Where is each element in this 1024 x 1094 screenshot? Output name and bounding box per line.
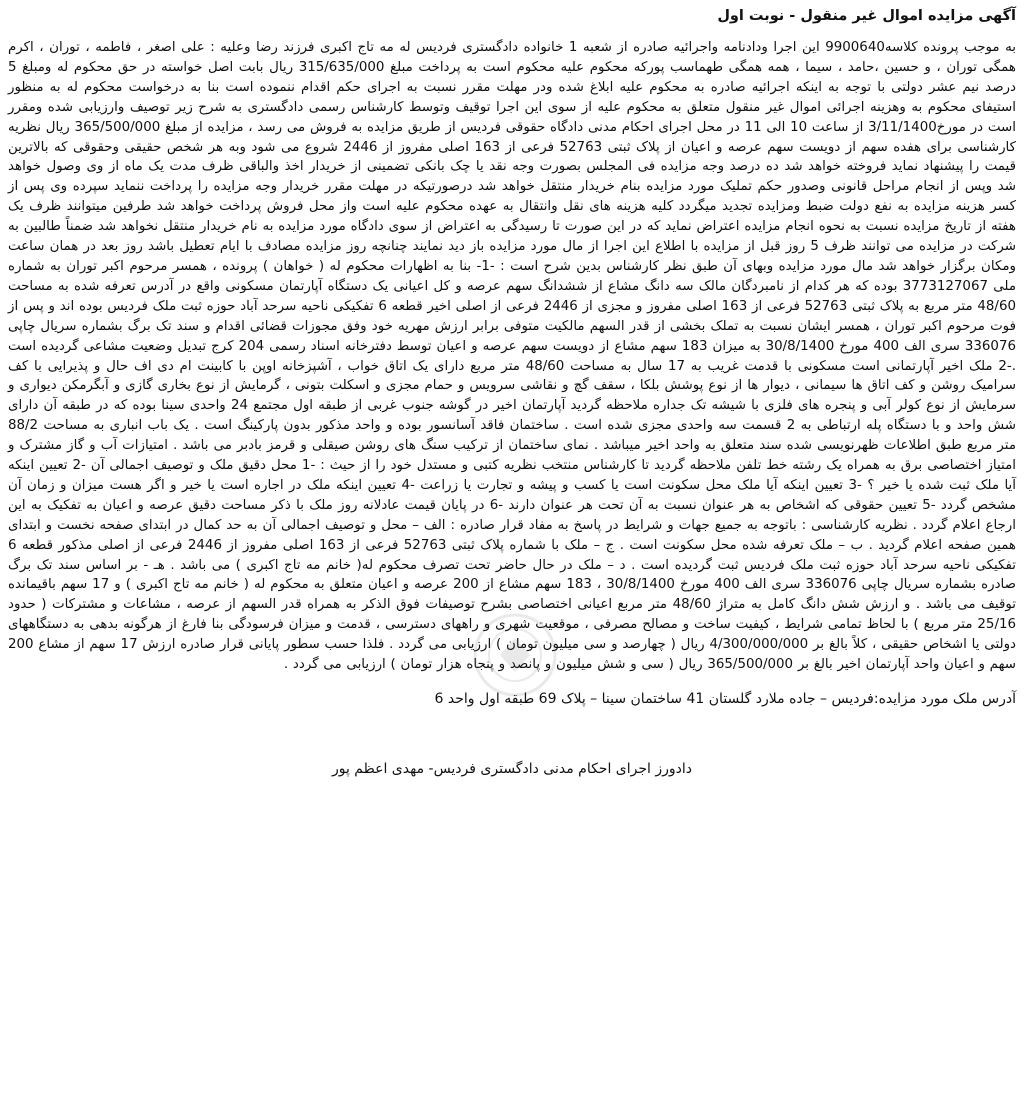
notice-body: به موجب پرونده کلاسه9900640 این اجرا ودادنامه واجرائیه صادره از شعبه 1 خانواده دادگستری فردیس له مه تاج اکبری فرزند رضا وعلیه : علی اصغر ، فاطمه ، توران ، اکرم همگی توران ، و حسین ،حامد ، سیما ، همه همگی طهماسب پورکه محکوم علیه محکوم است به پرداخت مبلغ 315/635/000 ریال بابت اصل خواسته در حق محکوم له ومبلغ 5 درصد نیم عشر دولتی با توجه به اینکه اجرائیه صادره به محکوم علیه ابلاغ شده ودر مهلت مقرر نسبت به اجرای حکم اقدام ننموده است بنا به درخواست محکوم له به منظور استیفای محکوم به وهزینه اجرائی اموال غیر منقول متعلق به محکوم علیه از سوی این اجرا توقیف وتوسط کارشناس رسمی دادگستری به شرح زیر توصیف وارزیابی شده ومقرر است در مورخ3/11/1400 از ساعت 10 الی 11 در محل اجرای احکام مدنی دادگاه حقوقی فردیس از طریق مزایده به فروش می رسد ، مزایده از مبلغ 365/500/000 ریال نظریه کارشناسی برای هفده سهم از دویست سهم عرصه و اعیان از پلاک ثبتی 52763 فرعی از 163 اصلی مفروز از 2446 شروع می شود وبه هر شخص حقیقی وحقوقی که بالاترین قیمت را پیشنهاد نماید فروخته خواهد شد ده درصد وجه مزایده فی المجلس بصورت وجه نقد یا چک بانکی تضمینی از خریدار اخذ والباقی ظرف مدت یک ماه از وی وصول خواهد شد وپس از انجام مراحل قانونی وصدور حکم تملیک مورد مزایده بنام خریدار منتقل خواهد شد درصورتیکه در مهلت مقرر خریدار وجه مزایده را پرداخت ننماید سپرده وی پس از کسر هزینه مزایده به نفع دولت ضبط ومزایده تجدید میگردد کلیه هزینه های نقل وانتقال به عهده محکوم علیه است واز محل فروش پرداخت خواهد شد طرفین میتوانند ظرف یک هفته از تاریخ مزایده نسبت به نحوه انجام مزایده اعتراض نماید که در این صورت تا رسیدگی به اعتراض از سوی دادگاه مورد مزایده به نام خریدار منتقل نخواهد شد ضمناً طالبین به شرکت در مزایده می توانند ظرف 5 روز قبل از مزایده با اطلاع این اجرا از مال مورد مزایده باز دید نمایند چنانچه روز مزایده مصادف با ایام تعطیل باشد روز بعد در همان ساعت ومکان برگزار خواهد شد مال مورد مزایده وبهای آن طبق نظر کارشناس بدین شرح است : -1- بنا به اظهارات محکوم له ( خواهان ) پرونده ، همسر مرحوم اکبر توران به شماره ملی 3773127067 بوده که هر کدام از نامبردگان مالک سه دانگ مشاع از ششدانگ سهم عرصه و کل اعیانی یک دستگاه آپارتمان مسکونی واقع در آدرس تعرفه شده به مساحت 48/60 متر مربع به پلاک ثبتی 52763 فرعی از 163 اصلی مفروز و مجزی از 2446 فرعی از اصلی اخیر قطعه 6 تفکیکی ناحیه سرحد آباد حوزه ثبت ملک فردیس بوده اند و پس از فوت مرحوم اکبر توران ، همسر ایشان نسبت به تملک بخشی از قدر السهم مالکیت متوفی برابر ارزش مهریه خود وفق مجوزات قضائی اقدام و سند تک برگ بشماره سریال چاپی 336076 سری الف 400 مورخ 30/8/1400 به میزان 183 سهم مشاع از دویست سهم عرصه و اعیان توسط دفترخانه اسناد رسمی 204 کرج تبدیل وضعیت مشاعی گردیده است .-2 ملک اخیر آپارتمانی است مسکونی با قدمت غریب به 17 سال به مساحت 48/60 متر مربع دارای یک اتاق خواب ، آشپزخانه اوپن با کابینت ام دی اف حال و پذیرایی با کف سرامیک روشن و کف اتاق ها سیمانی ، دیوار ها از نوع پوشش بلکا ، سقف گچ و نقاشی سرویس و حمام مجزی و اسکلت بتونی ، گرمایش از نوع بخاری گازی و آبگرمکن دیواری و سرمایش از نوع کولر آبی و پنجره های فلزی با شیشه تک جداره ملاحظه گردید آپارتمان اخیر در گوشه جنوب غربی از طبقه اول مجتمع 24 واحدی سینا بوده که در طبقه آن دارای شش واحد و با دستگاه پله ارتباطی به 2 قسمت سه واحدی مجزی شده است . ساختمان فاقد آسانسور بوده و واحد مذکور بدون پارکینگ است . یک باب انباری به مساحت 88/2 متر مربع طبق اطلاعات ظهرنویسی شده سند متعلق به واحد اخیر میباشد . نمای ساختمان از ترکیب سنگ های روشن صیقلی و قرمز بادبر می باشد . امتیازات آب و گاز مشترک و امتیاز اختصاصی برق به همراه یک رشته خط تلفن ملاحظه گردید تا کارشناس منتخب نظریه کتبی و مستدل خود را از حیث : -1 محل دقیق ملک و توصیف اجمالی آن -2 تعیین اینکه آیا ملک ثبت شده یا خیر ؟ -3 تعیین اینکه آیا ملک محل سکونت است یا کسب و پیشه و تجارت یا زراعت -4 تعیین اینکه ملک در اجاره است یا خیر و اگر هست میزان و زمان آن مشخص گردد -5 تعیین حقوقی که اشخاص به هر عنوان نسبت به آن تحت هر عنوان دارند -6 در پایان قیمت عادلانه روز ملک با ذکر مساحت دقیق عرصه و اعیان به تفکیک به این ارجاع اعلام گردد . نظریه کارشناسی : باتوجه به جمیع جهات و شرایط در پاسخ به مفاد قرار صادره : الف – محل و توصیف اجمالی آن به حد کمال در ابتدای صفحه نخست و ابتدای همین صفحه اعلام گردید . ب – ملک تعرفه شده محل سکونت است . ج – ملک با شماره پلاک ثبتی 52763 فرعی از 163 اصلی مفروز از 2446 فرعی از اصلی مذکور قطعه 6 تفکیکی ناحیه سرحد آباد حوزه ثبت ملک فردیس ثبت گردیده است . د – ملک در حال حاضر تحت تصرف محکوم له( خانم مه تاج اکبری ) می باشد . هـ - بر اساس سند تک برگ صادره بشماره سریال چاپی 336076 سری الف 400 مورخ 30/8/1400 ، 183 سهم مشاع از 200 عرصه و اعیان متعلق به محکوم له ( خانم مه تاج اکبری ) و 17 سهم باقیمانده توقیف می باشد . و ارزش شش دانگ کامل به متراژ 48/60 متر مربع اعیانی اختصاصی بشرح توصیفات فوق الذکر به همراه قدر السهم از عرصه ، مشاعات و مشترکات ( حدود 25/16 متر مربع ) با لحاظ تمامی شرایط ، کیفیت ساخت و مصالح مصرفی ، موقعیت شهری و راههای دسترسی ، قدمت و میزان فرسودگی بنا فارغ از هرگونه بدهی به دستگاههای دولتی یا اشخاص حقیقی ، کلاً بالغ بر 4/300/000/000 ریال ( چهارصد و سی میلیون تومان ) ارزیابی می گردد . فلذا حسب سطور پایانی قرار صادره ارزش 17 سهم از مشاع 200 سهم و اعیان واحد آپارتمان اخیر بالغ بر 365/500/000 ریال ( سی و شش میلیون و پانصد و پنجاه هزار تومان ) ارزیابی می گردد . (8, 40, 1017, 673)
officer-signature: دادورز اجرای احکام مدنی دادگستری فردیس- مهدی اعظم پور (331, 761, 693, 777)
property-address: آدرس ملک مورد مزایده:فردیس – جاده ملارد گلستان 41 ساختمان سینا – پلاک 69 طبقه اول واحد 6 (434, 691, 1016, 707)
notice-title: آگهی مزایده اموال غیر منقول - نوبت اول (717, 8, 1016, 24)
